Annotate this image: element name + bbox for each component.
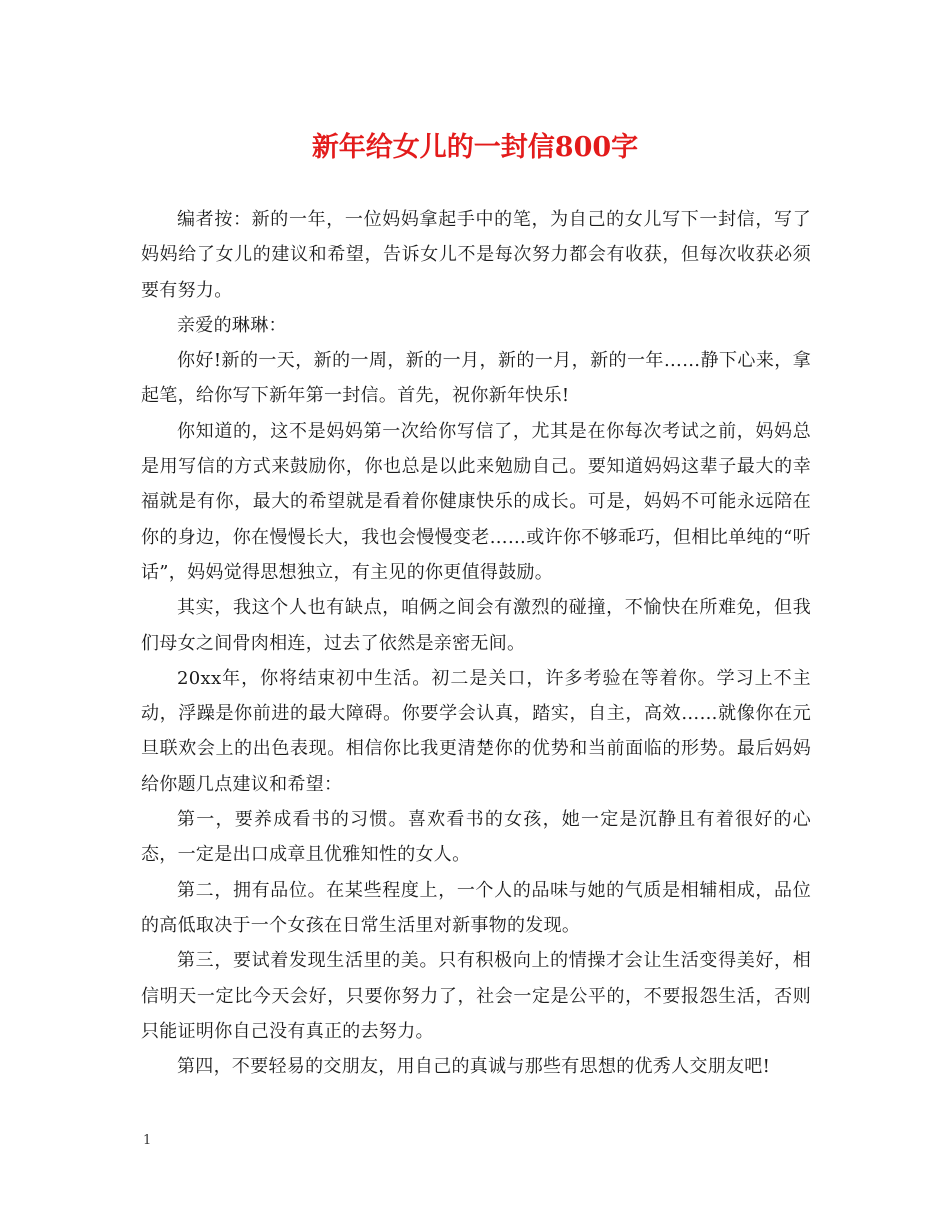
body-paragraph: 你知道的，这不是妈妈第一次给你写信了，尤其是在你每次考试之前，妈妈总是用写信的方式来鼓励你，你也总是以此来勉励自己。要知道妈妈这辈子最大的幸福就是有你，最大的希望就是看着你健康快乐的成长。可是，妈妈不可能永远陪在你的身边，你在慢慢长大，我也会慢慢变老……或许你不够乖巧，但相比单纯的“听话”，妈妈觉得思想独立，有主见的你更值得鼓励。 <box>141 420 811 583</box>
page-number: 1 <box>143 1133 152 1148</box>
body-paragraph: 其实，我这个人也有缺点，咱俩之间会有激烈的碰撞，不愉快在所难免，但我们母女之间骨肉相连，过去了依然是亲密无间。 <box>141 597 811 654</box>
salutation: 亲爱的琳琳： <box>177 314 287 336</box>
advice-paragraph: 第二，拥有品位。在某些程度上，一个人的品味与她的气质是相辅相成，品位的高低取决于一个女孩在日常生活里对新事物的发现。 <box>141 879 811 936</box>
editor-note-paragraph: 编者按：新的一年，一位妈妈拿起手中的笔，为自己的女儿写下一封信，写了妈妈给了女儿的建议和希望，告诉女儿不是每次努力都会有收获，但每次收获必须要有努力。 <box>141 209 811 301</box>
document-title: 新年给女儿的一封信800字 <box>311 132 639 163</box>
advice-paragraph: 第三，要试着发现生活里的美。只有积极向上的情操才会让生活变得美好，相信明天一定比今天会好，只要你努力了，社会一定是公平的，不要报怨生活，否则只能证明你自己没有真正的去努力。 <box>141 950 811 1042</box>
advice-paragraph: 第一，要养成看书的习惯。喜欢看书的女孩，她一定是沉静且有着很好的心态，一定是出口成章且优雅知性的女人。 <box>141 809 811 866</box>
advice-paragraph: 第四，不要轻易的交朋友，用自己的真诚与那些有思想的优秀人交朋友吧! <box>177 1056 771 1078</box>
letter-body <box>141 202 811 1084</box>
body-paragraph: 20xx年，你将结束初中生活。初二是关口，许多考验在等着你。学习上不主动，浮躁是你前进的最大障碍。你要学会认真，踏实，自主，高效……就像你在元旦联欢会上的出色表现。相信你比我更清楚你的优势和当前面临的形势。最后妈妈给你题几点建议和希望： <box>141 667 811 795</box>
greeting-paragraph: 你好!新的一天，新的一周，新的一月，新的一月，新的一年……静下心来，拿起笔，给你写下新年第一封信。首先，祝你新年快乐! <box>141 350 811 407</box>
